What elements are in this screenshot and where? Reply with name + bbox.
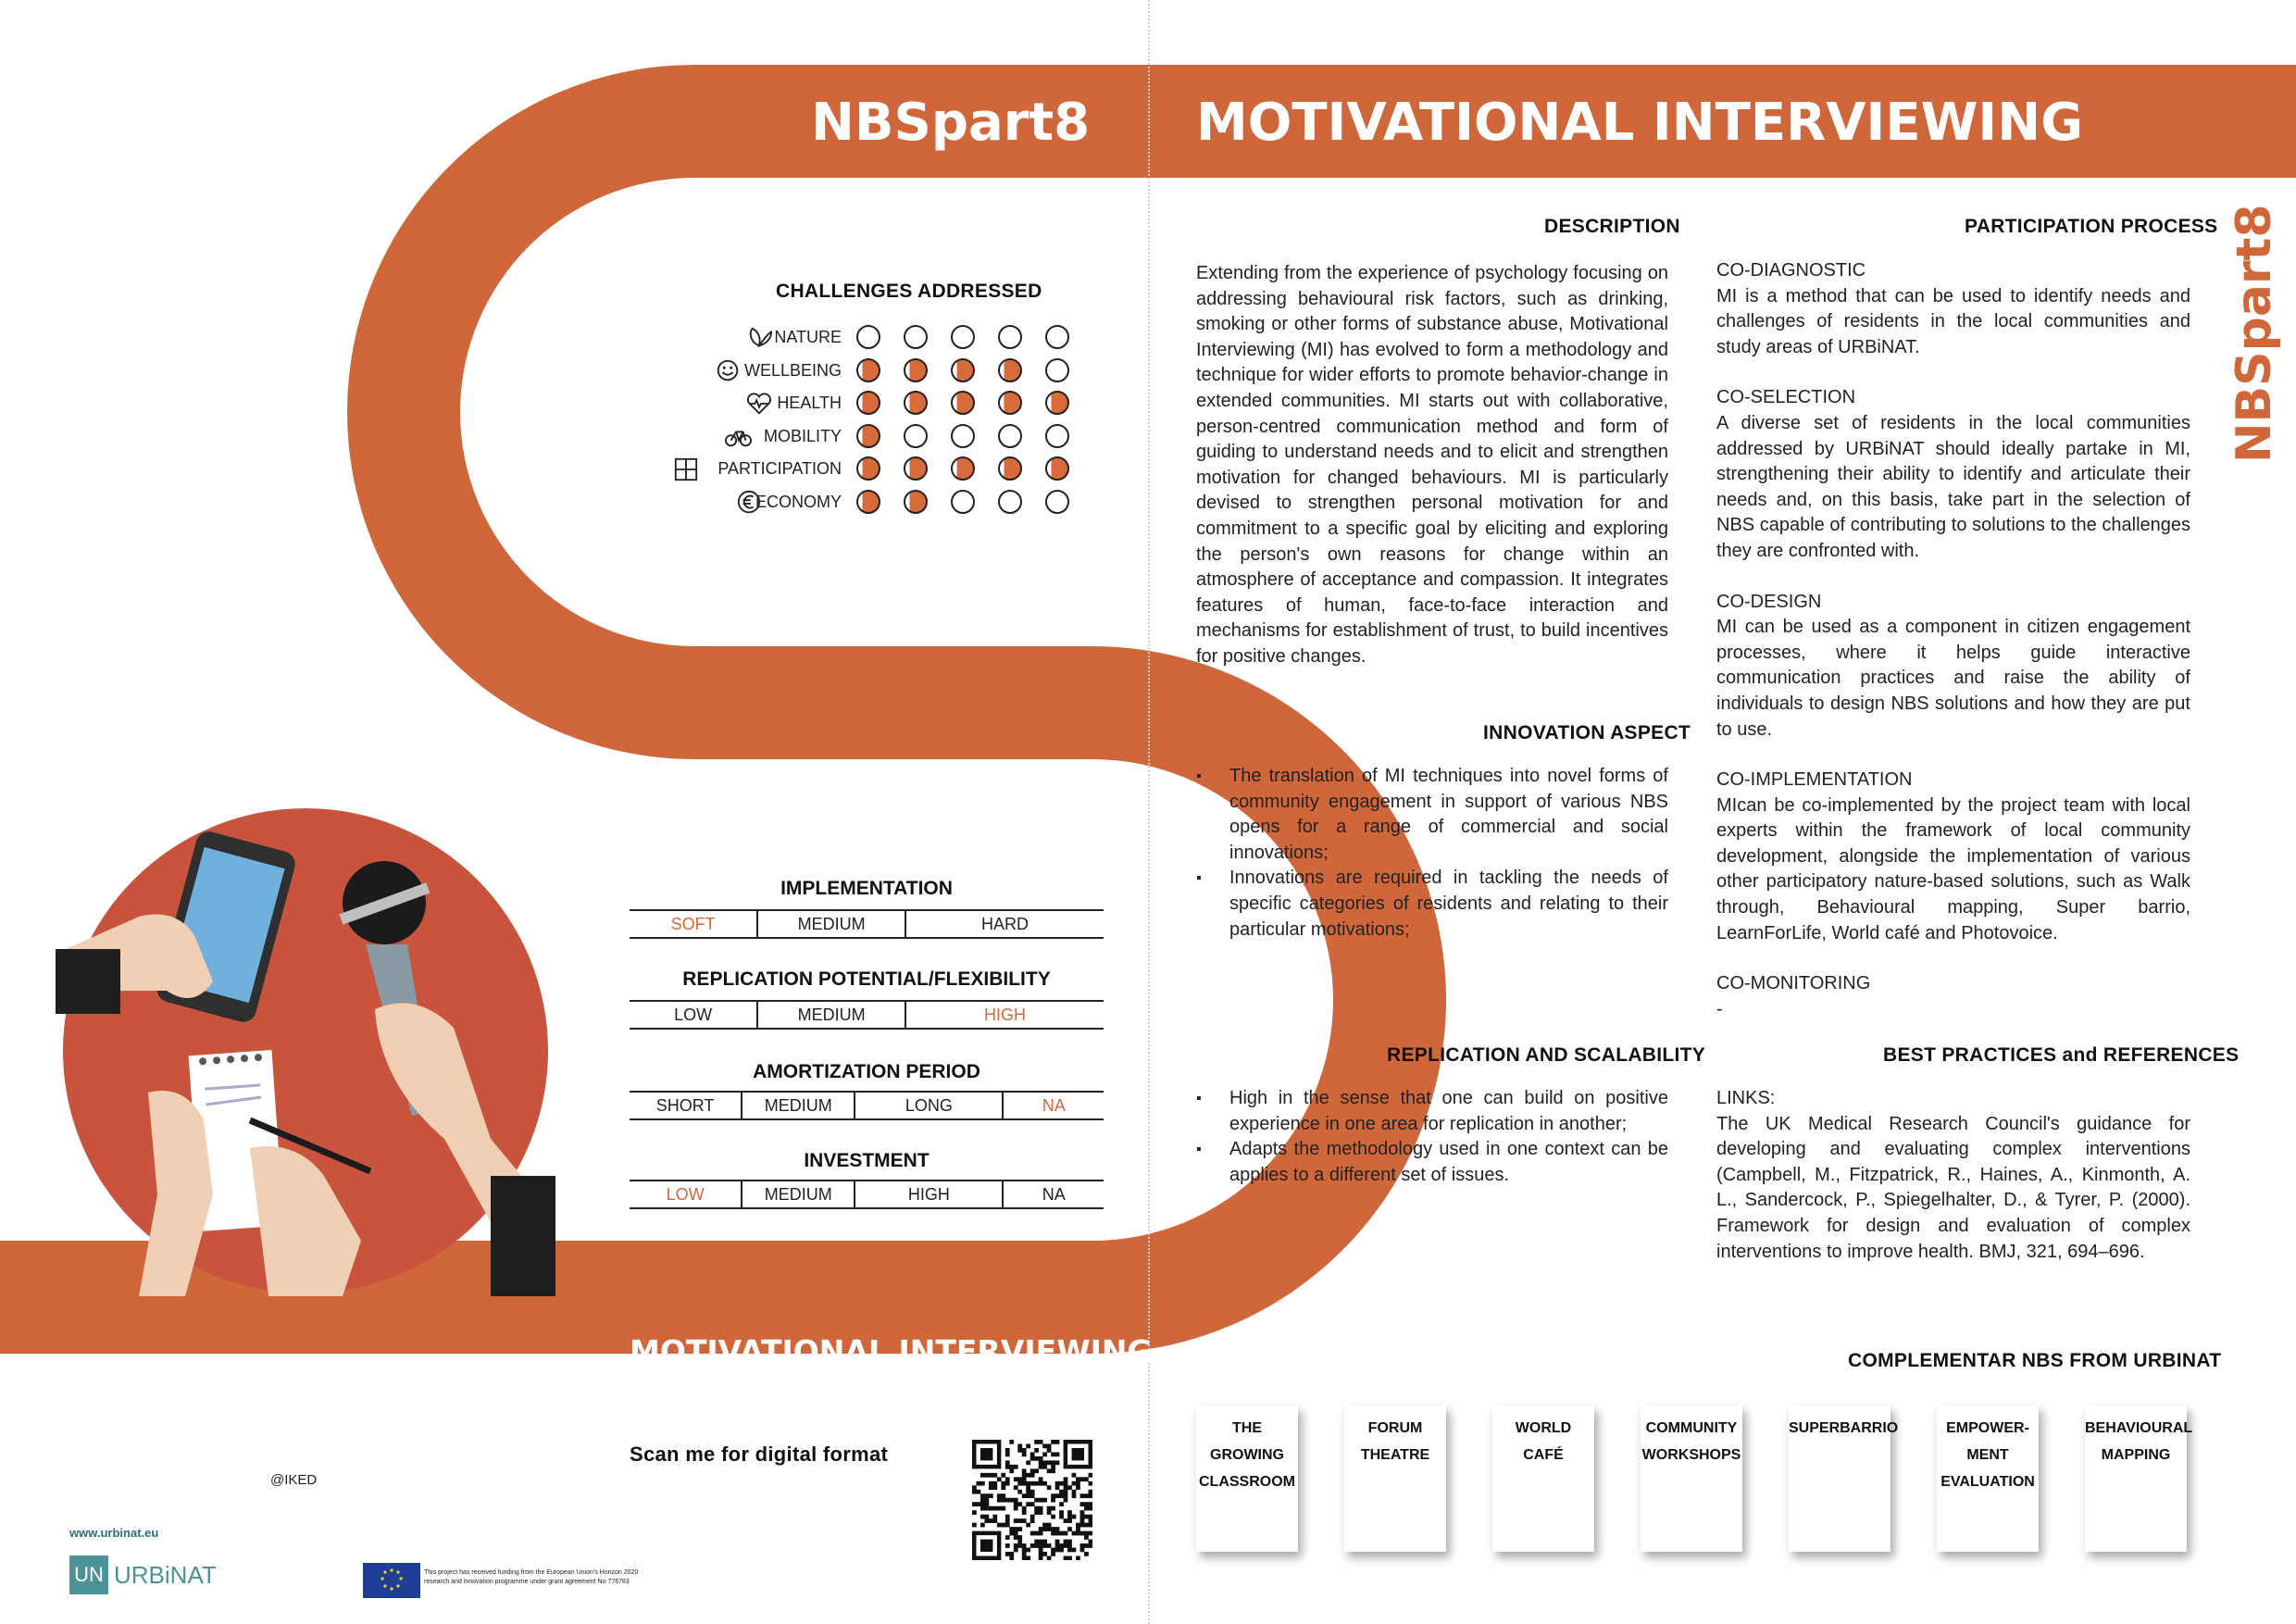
- challenge-dot: [856, 325, 880, 349]
- scale-option-na: NA: [1002, 1181, 1104, 1207]
- challenge-dot: [998, 490, 1022, 514]
- description-title: DESCRIPTION: [1544, 216, 1680, 237]
- eu-flag-icon: [363, 1563, 420, 1598]
- challenge-dot: [856, 391, 880, 415]
- scale-option-medium: MEDIUM: [756, 1002, 905, 1028]
- challenge-dot: [1045, 490, 1069, 514]
- co-design-head: CO-DESIGN: [1716, 591, 1822, 612]
- co-monitoring-text: -: [1716, 998, 1723, 1019]
- bottom-band-title: MOTIVATIONAL INTERVIEWING: [630, 1333, 1153, 1369]
- scale-option-low: LOW: [666, 1185, 705, 1204]
- nbs-card[interactable]: [1492, 1405, 1594, 1552]
- urbinat-logo: [69, 1555, 217, 1594]
- challenge-dot: [856, 358, 880, 382]
- interview-illustration: [56, 806, 555, 1296]
- website-link[interactable]: www.urbinat.eu: [69, 1526, 159, 1540]
- challenge-row-participation: [680, 456, 1097, 485]
- scale-option-low: LOW: [674, 1006, 713, 1024]
- urbinat-logo-text: URBiNAT: [114, 1560, 217, 1589]
- scale-option-soft: SOFT: [670, 915, 716, 933]
- challenge-row-nature: [680, 324, 1097, 354]
- challenge-dot: [951, 391, 975, 415]
- challenge-dot: [951, 490, 975, 514]
- challenge-dot: [998, 391, 1022, 415]
- amortization-scale: [630, 1091, 1104, 1120]
- scale-option-long: LONG: [854, 1093, 1002, 1118]
- challenge-dot: [904, 325, 928, 349]
- challenge-dot: [1045, 424, 1069, 448]
- scale-option-hard: HARD: [905, 911, 1104, 937]
- challenge-dot: [951, 325, 975, 349]
- challenge-dot: [904, 358, 928, 382]
- challenge-row-health: [680, 390, 1097, 419]
- co-implementation-head: CO-IMPLEMENTATION: [1716, 769, 1913, 791]
- nbs-card-label: EVALUATION: [1940, 1474, 2035, 1490]
- nbs-card-label: MENT: [1966, 1447, 2009, 1463]
- nbs-card-label: COMMUNITY: [1645, 1420, 1738, 1436]
- replication-item: ▪ Adapts the methodology used in one context can be applies to a different set of issues.: [1196, 1137, 1668, 1188]
- challenge-dot: [951, 456, 975, 481]
- replication-title: REPLICATION AND SCALABILITY: [1387, 1044, 1706, 1066]
- nbs-card-label: MAPPING: [2101, 1447, 2171, 1463]
- co-diagnostic-text: MI is a method that can be used to identify needs and challenges of residents in the local communities and study areas of URBiNAT.: [1716, 285, 2190, 357]
- fold-line: [1148, 0, 1150, 1624]
- nbs-card-label: FORUM: [1367, 1420, 1423, 1436]
- scale-option-high: HIGH: [905, 1002, 1104, 1028]
- eu-funding-text: [424, 1568, 638, 1587]
- innovation-title: INNOVATION ASPECT: [1483, 722, 1691, 743]
- nbs-card-label: WORKSHOPS: [1641, 1447, 1741, 1463]
- challenge-dot: [1045, 456, 1069, 481]
- nbs-card[interactable]: [1641, 1405, 1742, 1552]
- heart-pulse-icon: [744, 391, 774, 417]
- nbs-card-label: EMPOWER-: [1946, 1420, 2029, 1436]
- co-selection-head: CO-SELECTION: [1716, 387, 1856, 408]
- amortization-title: AMORTIZATION PERIOD: [753, 1061, 980, 1082]
- scale-option-medium: MEDIUM: [741, 1093, 854, 1118]
- nbs-card-label: SUPERBARRIO: [1789, 1420, 1899, 1436]
- challenge-dot: [998, 424, 1022, 448]
- header-title: MOTIVATIONAL INTERVIEWING: [1196, 93, 2084, 153]
- co-monitoring-head: CO-MONITORING: [1716, 973, 1871, 994]
- challenge-label: HEALTH: [777, 394, 842, 412]
- header-code: NBSpart8: [811, 93, 1091, 153]
- nbs-card[interactable]: [2085, 1405, 2193, 1552]
- scale-option-short: SHORT: [655, 1096, 715, 1115]
- challenge-label: PARTICIPATION: [718, 459, 842, 478]
- bicycle-icon: [723, 424, 753, 450]
- co-selection-text: A diverse set of residents in the local communities addressed by URBiNAT should ideally partake in MI, strengthening their ability to identify and articulate their needs and, on this basis, take part in the selection of NBS capable of contributing to solutions to the challenges they are confronted with.: [1716, 412, 2190, 561]
- challenges-title: CHALLENGES ADDRESSED: [776, 281, 1042, 302]
- best-practices-block: [1716, 1086, 2190, 1265]
- reference-text[interactable]: The UK Medical Research Council's guidance for developing and evaluating complex interventions (Campbell, M., Fitzpatrick, R., Haines, A., Kinmonth, A. L., Sandercock, P., Spiegelhalter, D., & Tyrer, P. (2000). Framework for design and evaluation of complex interventions to improve health. BMJ, 321, 694–696.: [1716, 1113, 2190, 1262]
- challenge-dot: [1045, 358, 1069, 382]
- nbs-card-label: CAFÉ: [1523, 1447, 1564, 1463]
- nbs-card[interactable]: [1344, 1405, 1446, 1552]
- challenge-row-wellbeing: [680, 357, 1097, 387]
- links-label: LINKS:: [1716, 1088, 1776, 1108]
- challenge-dot: [904, 456, 928, 481]
- challenge-label: NATURE: [774, 328, 842, 346]
- smiley-icon: [713, 358, 742, 384]
- challenge-dot: [1045, 325, 1069, 349]
- urbinat-logo-mark: UN: [69, 1555, 108, 1594]
- eu-funding-line-2: research and innovation programme under grant agreement No 776783: [424, 1579, 630, 1585]
- side-code: NBSpart8: [2227, 204, 2282, 463]
- co-design-text: MI can be used as a component in citizen engagement processes, where it helps guide interactive communication practices and raise the ability of individuals to design NBS solutions and how they are put to use.: [1716, 617, 2190, 740]
- qr-code[interactable]: [972, 1440, 1092, 1560]
- scan-label: Scan me for digital format: [630, 1443, 889, 1466]
- best-practices-title: BEST PRACTICES and REFERENCES: [1883, 1044, 2240, 1066]
- challenge-row-economy: [680, 489, 1097, 518]
- challenge-dot: [998, 358, 1022, 382]
- challenge-label: WELLBEING: [743, 360, 842, 380]
- nbs-card-label: THEATRE: [1360, 1447, 1430, 1463]
- challenge-dot: [856, 424, 880, 448]
- challenge-dot: [951, 358, 975, 382]
- scale-option-medium: MEDIUM: [756, 911, 905, 937]
- implementation-scale: [630, 909, 1104, 939]
- scale-option-high: HIGH: [854, 1181, 1002, 1207]
- participation-blocks: [1716, 258, 2190, 1022]
- description-text: Extending from the experience of psychology focusing on addressing behavioural risk factors, such as drinking, smoking or other forms of substance abuse, Motivational Interviewing (MI) has evolved to form a methodology and technique for wider efforts to promote behavior-change in extended communities. MI starts out with collaborative, person-centred communication method and form of guiding to understand needs and to elicit and strengthen motivation for changed behaviours. MI is particularly devised to strengthen personal motivation for and commitment to a specific goal by eliciting and exploring the person's own reasons for change within an atmosphere of acceptance and compassion. It integrates features of human, face-to-face interaction and mechanisms for establishment of trust, to build incentives for positive changes.: [1196, 263, 1668, 667]
- challenge-dot: [904, 490, 928, 514]
- challenge-label: ECONOMY: [755, 492, 842, 511]
- nbs-card[interactable]: [1789, 1405, 1899, 1552]
- credit-text: @IKED: [270, 1472, 318, 1488]
- challenge-dot: [904, 391, 928, 415]
- replication-item: ▪ High in the sense that one can build on positive experience in one area for replication in another;: [1196, 1086, 1668, 1137]
- challenge-dot: [1045, 391, 1069, 415]
- nbs-card-label: WORLD: [1515, 1420, 1572, 1436]
- participation-title: PARTICIPATION PROCESS: [1965, 216, 2218, 237]
- investment-title: INVESTMENT: [804, 1150, 930, 1171]
- innovation-list: [1196, 764, 1668, 943]
- puzzle-icon: [671, 456, 701, 482]
- challenge-dot: [856, 456, 880, 481]
- complementary-title: COMPLEMENTAR NBS FROM URBINAT: [1848, 1350, 2222, 1371]
- challenge-label: MOBILITY: [763, 426, 842, 445]
- challenge-dot: [951, 424, 975, 448]
- challenge-dot: [998, 456, 1022, 481]
- nbs-card-label: CLASSROOM: [1199, 1474, 1295, 1490]
- challenge-dot: [856, 490, 880, 514]
- scale-option-medium: MEDIUM: [741, 1181, 854, 1207]
- replication-list: [1196, 1086, 1668, 1188]
- nbs-card-label: THE GROWING: [1210, 1420, 1284, 1463]
- challenge-dot: [998, 325, 1022, 349]
- innovation-item: ▪ Innovations are required in tackling the needs of specific categories of residents and relating to their particular motivations;: [1196, 866, 1668, 943]
- replication-potential-scale: [630, 1000, 1104, 1030]
- euro-icon: [734, 490, 764, 516]
- challenge-dot: [904, 424, 928, 448]
- investment-scale: [630, 1180, 1104, 1209]
- leaves-icon: [744, 325, 774, 351]
- replication-potential-title: REPLICATION POTENTIAL/FLEXIBILITY: [682, 968, 1051, 990]
- nbs-card-label: BEHAVIOURAL: [2085, 1420, 2193, 1436]
- nbs-card[interactable]: [1196, 1405, 1298, 1552]
- co-diagnostic-head: CO-DIAGNOSTIC: [1716, 260, 1866, 281]
- scale-option-na: NA: [1002, 1093, 1104, 1118]
- challenge-row-mobility: [680, 423, 1097, 453]
- eu-funding-line-1: This project has received funding from the European Union's Horizon 2020: [424, 1569, 639, 1576]
- innovation-item: ▪ The translation of MI techniques into novel forms of community engagement in support of various NBS opens for a range of commercial and social innovations;: [1196, 764, 1668, 866]
- nbs-card[interactable]: [1937, 1405, 2039, 1552]
- implementation-title: IMPLEMENTATION: [780, 878, 953, 899]
- co-implementation-text: MIcan be co-implemented by the project team with local experts within the framework of local community development, alongside the implementation of various other participatory nature-based solutions, such as Walk through, Behavioural mapping, Super barrio, LearnForLife, World café and Photovoice.: [1716, 794, 2190, 943]
